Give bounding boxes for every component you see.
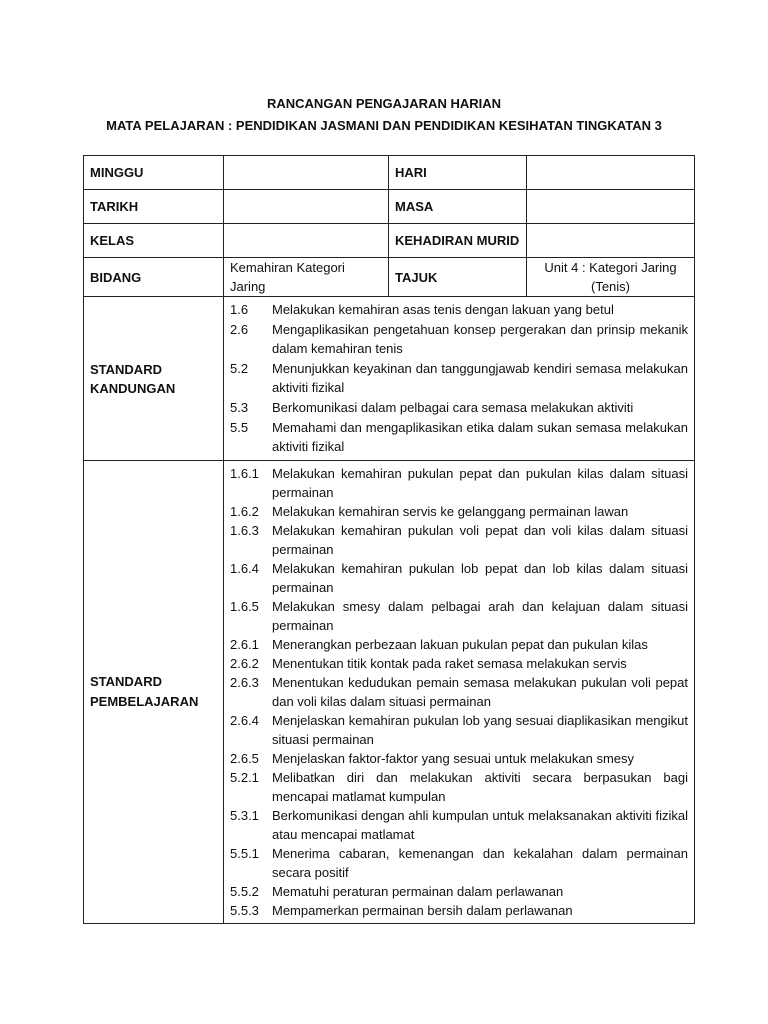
standard-pembelajaran-item-text: Mematuhi peraturan permainan dalam perlawanan <box>272 884 564 899</box>
standard-pembelajaran-item <box>230 521 688 559</box>
standard-pembelajaran-item-number: 1.6.3 <box>230 523 259 538</box>
standard-pembelajaran-item-number: 1.6.2 <box>230 504 259 519</box>
standard-kandungan-list <box>224 297 695 461</box>
tajuk-label: TAJUK <box>389 258 527 297</box>
row-kelas-kehadiran <box>84 224 695 258</box>
standard-pembelajaran-item-number: 5.5.1 <box>230 846 259 861</box>
standard-pembelajaran-item-number: 2.6.2 <box>230 656 259 671</box>
standard-kandungan-item <box>230 359 688 397</box>
standard-pembelajaran-item-text: Melakukan kemahiran pukulan lob pepat dan lob kilas dalam situasi permainan <box>272 561 688 595</box>
standard-pembelajaran-item <box>230 673 688 711</box>
tajuk-line-1: Unit 4 : Kategori Jaring <box>544 260 677 275</box>
row-tarikh-masa <box>84 190 695 224</box>
standard-pembelajaran-item-number: 5.3.1 <box>230 808 259 823</box>
masa-value <box>527 190 695 224</box>
standard-pembelajaran-item <box>230 654 688 673</box>
standard-kandungan-item-number: 5.2 <box>230 361 249 376</box>
hari-value <box>527 156 695 190</box>
standard-kandungan-item-text: Memahami dan mengaplikasikan etika dalam sukan semasa melakukan aktiviti fizikal <box>272 420 688 454</box>
bidang-value: Kemahiran Kategori Jaring <box>224 258 389 297</box>
tarikh-label: TARIKH <box>84 190 224 224</box>
standard-pembelajaran-item <box>230 844 688 882</box>
standard-pembelajaran-item <box>230 464 688 502</box>
lesson-plan-table <box>83 155 695 924</box>
kehadiran-label: KEHADIRAN MURID <box>389 224 527 258</box>
standard-pembelajaran-item <box>230 768 688 806</box>
standard-pembelajaran-item <box>230 559 688 597</box>
standard-pembelajaran-item <box>230 749 688 768</box>
kehadiran-value <box>527 224 695 258</box>
kelas-label: KELAS <box>84 224 224 258</box>
row-standard-pembelajaran <box>84 461 695 924</box>
standard-kandungan-item <box>230 398 688 417</box>
standard-pembelajaran-item-text: Menjelaskan kemahiran pukulan lob yang sesuai diaplikasikan mengikut situasi permainan <box>272 713 688 747</box>
tajuk-line-2: (Tenis) <box>590 279 630 294</box>
standard-pembelajaran-item-text: Menerima cabaran, kemenangan dan kekalahan dalam permainan secara positif <box>272 846 688 880</box>
row-bidang-tajuk <box>84 258 695 297</box>
standard-pembelajaran-item-text: Menentukan kedudukan pemain semasa melakukan pukulan voli pepat dan voli kilas dalam situasi permainan <box>272 675 688 709</box>
standard-pembelajaran-item-number: 2.6.1 <box>230 637 259 652</box>
standard-pembelajaran-list <box>224 461 695 924</box>
document-subtitle: MATA PELAJARAN : PENDIDIKAN JASMANI DAN PENDIDIKAN KESIHATAN TINGKATAN 3 <box>106 118 662 133</box>
standard-kandungan-item-text: Menunjukkan keyakinan dan tanggungjawab kendiri semasa melakukan aktiviti fizikal <box>272 361 688 395</box>
standard-pembelajaran-item-text: Menerangkan perbezaan lakuan pukulan pepat dan pukulan kilas <box>272 637 648 652</box>
standard-kandungan-item <box>230 300 688 319</box>
standard-pembelajaran-item <box>230 711 688 749</box>
standard-pembelajaran-item <box>230 901 688 920</box>
row-minggu-hari <box>84 156 695 190</box>
standard-pembelajaran-item-number: 5.5.3 <box>230 903 259 918</box>
standard-pembelajaran-label: STANDARD PEMBELAJARAN <box>84 461 224 924</box>
standard-pembelajaran-item-number: 5.5.2 <box>230 884 259 899</box>
row-standard-kandungan <box>84 297 695 461</box>
standard-kandungan-label: STANDARD KANDUNGAN <box>84 297 224 461</box>
minggu-value <box>224 156 389 190</box>
standard-pembelajaran-item <box>230 882 688 901</box>
standard-pembelajaran-item-text: Berkomunikasi dengan ahli kumpulan untuk melaksanakan aktiviti fizikal atau mencapai matlamat <box>272 808 688 842</box>
kelas-value <box>224 224 389 258</box>
standard-kandungan-item-number: 5.5 <box>230 420 249 435</box>
standard-pembelajaran-item-number: 1.6.5 <box>230 599 259 614</box>
standard-pembelajaran-item <box>230 806 688 844</box>
minggu-label: MINGGU <box>84 156 224 190</box>
standard-kandungan-item-text: Berkomunikasi dalam pelbagai cara semasa melakukan aktiviti <box>272 400 634 415</box>
standard-pembelajaran-item <box>230 635 688 654</box>
tarikh-value <box>224 190 389 224</box>
standard-pembelajaran-item-number: 2.6.3 <box>230 675 259 690</box>
hari-label: HARI <box>389 156 527 190</box>
standard-pembelajaran-item-number: 1.6.1 <box>230 466 259 481</box>
standard-pembelajaran-item-number: 5.2.1 <box>230 770 259 785</box>
standard-pembelajaran-item <box>230 597 688 635</box>
standard-pembelajaran-item-text: Menentukan titik kontak pada raket semasa melakukan servis <box>272 656 627 671</box>
standard-kandungan-item-number: 5.3 <box>230 400 249 415</box>
standard-pembelajaran-item-text: Melibatkan diri dan melakukan aktiviti secara berpasukan bagi mencapai matlamat kumpulan <box>272 770 688 804</box>
standard-pembelajaran-item-text: Melakukan smesy dalam pelbagai arah dan kelajuan dalam situasi permainan <box>272 599 688 633</box>
standard-pembelajaran-item-text: Menjelaskan faktor-faktor yang sesuai untuk melakukan smesy <box>272 751 635 766</box>
standard-pembelajaran-item-number: 2.6.4 <box>230 713 259 728</box>
standard-pembelajaran-item-text: Melakukan kemahiran pukulan pepat dan pukulan kilas dalam situasi permainan <box>272 466 688 500</box>
standard-pembelajaran-item-number: 1.6.4 <box>230 561 259 576</box>
standard-pembelajaran-item-text: Melakukan kemahiran servis ke gelanggang permainan lawan <box>272 504 629 519</box>
standard-pembelajaran-item <box>230 502 688 521</box>
tajuk-value <box>527 258 695 297</box>
standard-kandungan-item <box>230 418 688 456</box>
standard-pembelajaran-item-text: Mempamerkan permainan bersih dalam perlawanan <box>272 903 573 918</box>
bidang-label: BIDANG <box>84 258 224 297</box>
standard-kandungan-item <box>230 320 688 358</box>
document-title: RANCANGAN PENGAJARAN HARIAN <box>266 96 501 111</box>
standard-pembelajaran-item-text: Melakukan kemahiran pukulan voli pepat dan voli kilas dalam situasi permainan <box>272 523 688 557</box>
standard-pembelajaran-item-number: 2.6.5 <box>230 751 259 766</box>
standard-kandungan-item-number: 2.6 <box>230 322 249 337</box>
standard-kandungan-item-number: 1.6 <box>230 302 249 317</box>
standard-kandungan-item-text: Melakukan kemahiran asas tenis dengan lakuan yang betul <box>272 302 614 317</box>
masa-label: MASA <box>389 190 527 224</box>
standard-kandungan-item-text: Mengaplikasikan pengetahuan konsep pergerakan dan prinsip mekanik dalam kemahiran tenis <box>272 322 688 356</box>
